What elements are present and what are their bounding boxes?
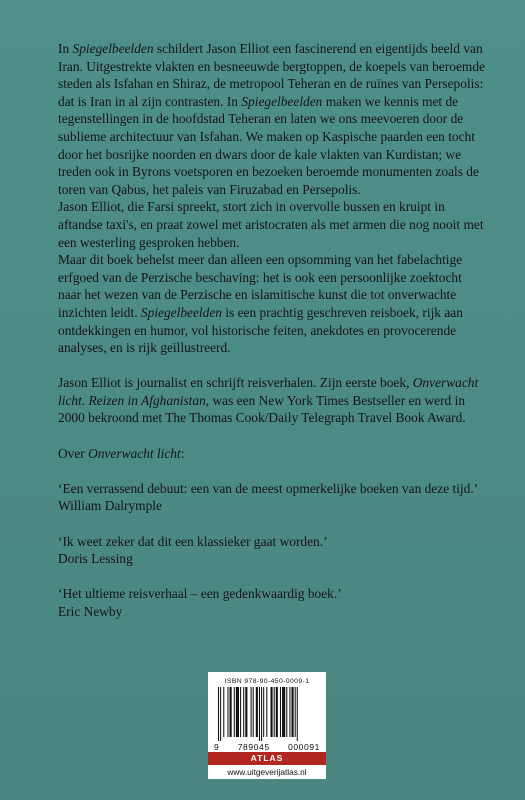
barcode-stripe bbox=[220, 687, 221, 741]
barcode-stripe bbox=[230, 687, 232, 737]
book-title: Spiegelbeelden bbox=[72, 41, 154, 56]
praise-heading bbox=[58, 445, 488, 463]
blurb-text: schildert Jason Elliot een fascinerend en eigentijds beeld van Iran. Uitgestrekte vlakten en besneeuwde bergtoppen, de koepels van beroemde steden als Isfahan en Shiraz, de metropool Teheran en de ruïnes van Persepolis: dat is Iran in al zijn contrasten. In bbox=[58, 41, 485, 109]
barcode-digit-group-right: 000091 bbox=[288, 742, 320, 752]
book-title: Spiegelbeelden bbox=[241, 93, 323, 109]
barcode-stripe bbox=[276, 687, 278, 737]
barcode-stripe bbox=[282, 687, 285, 737]
quote-text: ‘Een verrassend debuut: een van de meest opmerkelijke boeken van deze tijd.’ bbox=[58, 480, 479, 496]
barcode-stripe bbox=[263, 687, 264, 737]
barcode-box bbox=[208, 672, 326, 779]
barcode-digit-group-left: 789045 bbox=[237, 742, 270, 752]
barcode-stripe bbox=[256, 687, 258, 737]
barcode-stripe bbox=[227, 687, 228, 737]
author-bio-text: , was een New York Times Bestseller en werd in 2000 bekroond met The Thomas Cook/Daily Telegraph Travel Book Award. bbox=[58, 392, 466, 426]
barcode-stripe bbox=[261, 687, 262, 741]
barcode-stripe bbox=[218, 687, 219, 741]
quote-text: ‘Het ultieme reisverhaal – een gedenkwaardig boek.’ bbox=[58, 586, 342, 602]
quote-source: William Dalrymple bbox=[58, 498, 162, 514]
barcode-stripe bbox=[245, 687, 247, 737]
barcode-stripe bbox=[251, 687, 252, 737]
praise-heading-text: Over bbox=[58, 445, 89, 461]
author-bio bbox=[58, 374, 488, 427]
barcode-digit-first: 9 bbox=[214, 742, 220, 752]
previous-book-title: Onverwacht licht. Reizen in Afghanistan bbox=[58, 375, 479, 408]
barcode-digits bbox=[214, 742, 320, 752]
blurb-paragraph-1 bbox=[58, 40, 488, 198]
blurb-paragraph-3 bbox=[58, 251, 488, 357]
blurb-text: Maar dit boek behelst meer dan alleen een opsomming van het fabelachtige erfgoed van de Perzische beschaving: het is ook een persoonlijke zoektocht naar het wezen van de Perzische en islamitische kunst die tot onverwachte inzichten leidt. bbox=[58, 252, 463, 320]
blurb-paragraph-2: Jason Elliot, die Farsi spreekt, stort zich in overvolle bussen en kruipt in aftandse taxi's, en praat zowel met aristocraten als met armen die nog nooit met een westerling gesproken hebben. bbox=[58, 199, 484, 250]
barcode-stripe bbox=[240, 687, 241, 737]
previous-book-title: Onverwacht licht bbox=[88, 445, 181, 461]
barcode-stripe bbox=[274, 687, 275, 737]
quote-source: Doris Lessing bbox=[58, 551, 133, 567]
barcode-stripe bbox=[259, 687, 260, 741]
barcode-stripe bbox=[236, 687, 239, 737]
barcode-stripe bbox=[223, 687, 224, 737]
blurb-text: In bbox=[58, 41, 73, 56]
barcode-stripe bbox=[292, 687, 294, 737]
isbn-label: ISBN 978-90-450-0009-1 bbox=[224, 678, 310, 685]
author-bio-text: Jason Elliot is journalist en schrijft reisverhalen. Zijn eerste boek, bbox=[58, 375, 413, 391]
publisher-logo-bar: ATLAS bbox=[208, 752, 326, 765]
barcode-bars bbox=[214, 687, 320, 741]
quote-text: ‘Ik weet zeker dat dit een klassieker gaat worden.’ bbox=[58, 533, 328, 549]
blurb-text: is een prachtig geschreven reisboek, rijk aan ontdekkingen en humor, vol historische feiten, anekdotes en provocerende analyses, en is rijk geïllustreerd. bbox=[58, 304, 463, 356]
barcode-stripe bbox=[253, 687, 254, 737]
barcode-stripe bbox=[243, 687, 244, 737]
barcode-stripe bbox=[234, 687, 235, 737]
publisher-url: www.uitgeverijatlas.nl bbox=[227, 767, 307, 777]
barcode-stripe bbox=[295, 687, 296, 737]
book-title: Spiegelbeelden bbox=[140, 304, 222, 320]
barcode-stripe bbox=[289, 687, 290, 737]
quote-source: Eric Newby bbox=[58, 604, 123, 619]
blurb-text: maken we kennis met de tegenstellingen in de hoofdstad Teheran en laten we ons meevoeren door de sublieme architectuur van Isfahan. We maken op Kaspische paarden een tocht door het bosrijke noorden en dwars door de kale vlakten van Kurdistan; we treden ook in Byrons voetsporen en bezoeken beroemde monumenten zoals de toren van Qabus, het paleis van Firuzabad en Persepolis. bbox=[58, 93, 479, 197]
barcode-stripe bbox=[280, 687, 281, 737]
back-cover-text bbox=[58, 40, 488, 621]
barcode-stripe bbox=[297, 687, 298, 741]
barcode-stripe bbox=[266, 687, 267, 737]
barcode-stripe bbox=[286, 687, 287, 737]
praise-heading-text: : bbox=[180, 445, 185, 461]
barcode-stripe bbox=[271, 687, 273, 737]
